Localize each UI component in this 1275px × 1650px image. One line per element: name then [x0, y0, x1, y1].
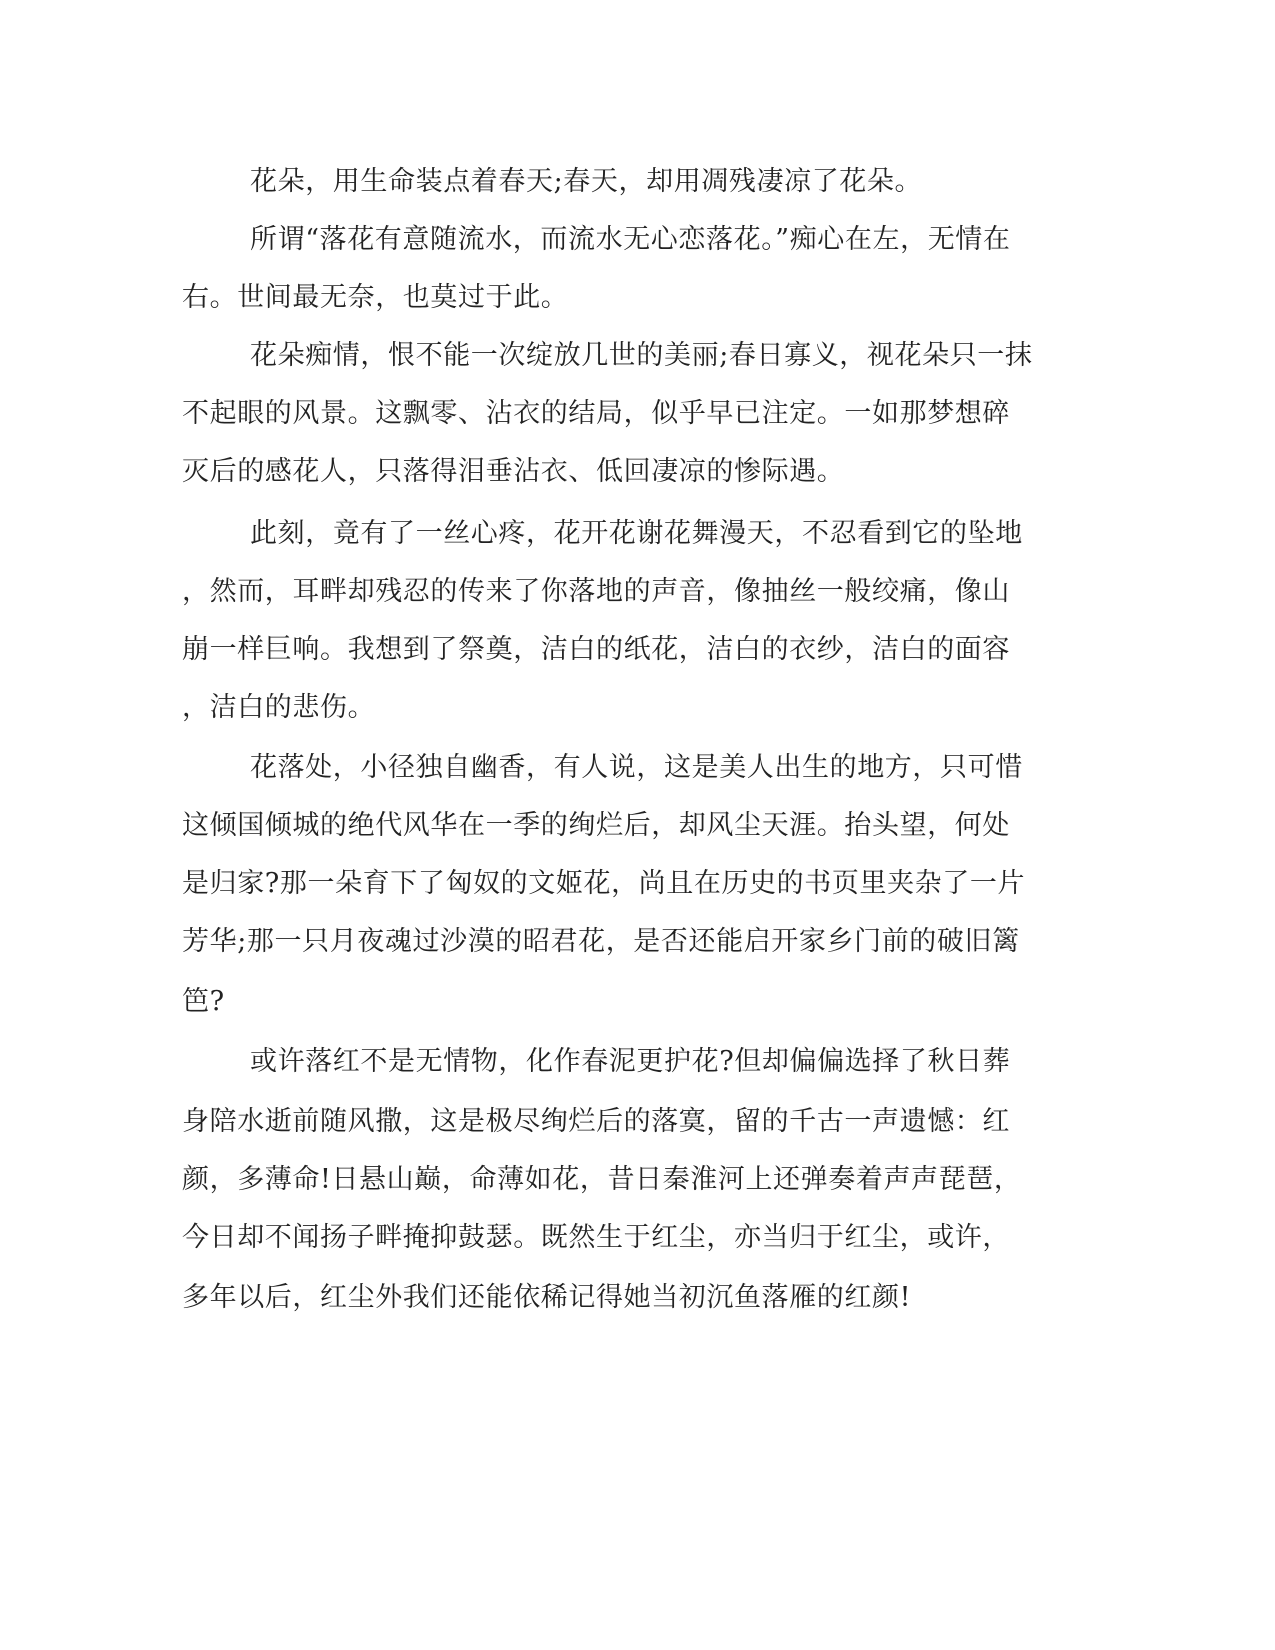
- paragraph-4-line-2: ，然而，耳畔却残忍的传来了你落地的声音，像抽丝一般绞痛，像山: [182, 576, 1010, 607]
- paragraph-2-line-2: 右。世间最无奈，也莫过于此。: [182, 282, 569, 313]
- paragraph-4-line-4: ，洁白的悲伤。: [182, 692, 376, 723]
- paragraph-1-line-1: 花朵，用生命装点着春天;春天，却用凋残凄凉了花朵。: [250, 166, 923, 197]
- paragraph-6-line-2: 身陪水逝前随风撒，这是极尽绚烂后的落寞，留的千古一声遗憾：红: [182, 1106, 1010, 1137]
- paragraph-3-line-3: 灭后的感花人，只落得泪垂沾衣、低回凄凉的惨际遇。: [182, 456, 845, 487]
- paragraph-6-line-3: 颜，多薄命!日悬山巅，命薄如花，昔日秦淮河上还弹奏着声声琵琶，: [182, 1164, 1022, 1195]
- paragraph-6-line-5: 多年以后，红尘外我们还能依稀记得她当初沉鱼落雁的红颜!: [182, 1282, 912, 1313]
- paragraph-5-line-1: 花落处，小径独自幽香，有人说，这是美人出生的地方，只可惜: [250, 752, 1023, 783]
- paragraph-6-line-4: 今日却不闻扬子畔掩抑鼓瑟。既然生于红尘，亦当归于红尘，或许，: [182, 1222, 1010, 1253]
- paragraph-3-line-2: 不起眼的风景。这飘零、沾衣的结局，似乎早已注定。一如那梦想碎: [182, 398, 1010, 429]
- paragraph-4-line-1: 此刻，竟有了一丝心疼，花开花谢花舞漫天，不忍看到它的坠地: [250, 518, 1023, 549]
- paragraph-5-line-5: 笆?: [182, 986, 225, 1017]
- paragraph-5-line-3: 是归家?那一朵育下了匈奴的文姬花，尚且在历史的书页里夹杂了一片: [182, 868, 1026, 899]
- paragraph-3-line-1: 花朵痴情，恨不能一次绽放几世的美丽;春日寡义，视花朵只一抹: [250, 340, 1033, 371]
- paragraph-2-line-1: 所谓“落花有意随流水，而流水无心恋落花。”痴心在左，无情在: [250, 224, 1011, 255]
- paragraph-4-line-3: 崩一样巨响。我想到了祭奠，洁白的纸花，洁白的衣纱，洁白的面容: [182, 634, 1010, 665]
- paragraph-5-line-4: 芳华;那一只月夜魂过沙漠的昭君花，是否还能启开家乡门前的破旧篱: [182, 926, 1020, 957]
- paragraph-5-line-2: 这倾国倾城的绝代风华在一季的绚烂后，却风尘天涯。抬头望，何处: [182, 810, 1010, 841]
- paragraph-6-line-1: 或许落红不是无情物，化作春泥更护花?但却偏偏选择了秋日葬: [250, 1046, 1011, 1077]
